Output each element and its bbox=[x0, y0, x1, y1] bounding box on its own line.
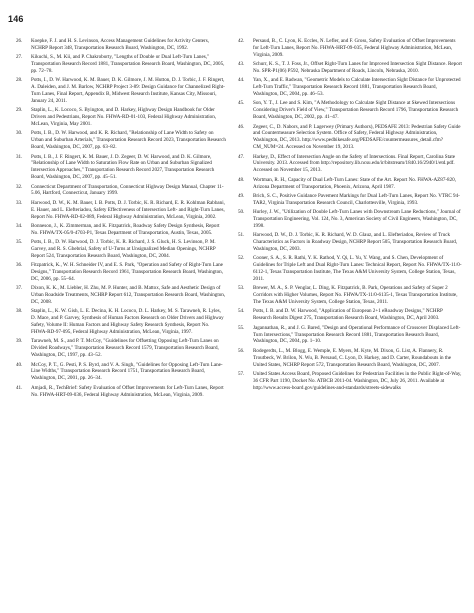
reference-text: Staplin, L., K. W. Gish, L. E. Decina, K. H. Lococo, D. L. Harkey, M. S. Tarawneh, R. Lyles, D. Mace, and P. Garvey, Synthesis of Human Factors Research on Older Drivers and Highway Safety, Volume II: Human Factors and Highway Safety Research Synthesis, Report No. FHWA-RD-97-095, Federal Highway Administration, McLean, Virginia, 1997. bbox=[31, 308, 224, 336]
reference-entry bbox=[16, 362, 226, 383]
reference-number: 39. bbox=[16, 338, 23, 345]
reference-text: Hurley, J. W., "Utilization of Double Left-Turn Lanes with Downstream Lane Reductions," Journal of Transportation Engineering, Vol. 124, No. 3, American Society of Civil Engineers, Washington, DC, 1998. bbox=[253, 209, 461, 229]
reference-number: 53. bbox=[238, 285, 245, 292]
reference-text: Potts, I. B., D. W. Harwood, D. J. Torbic, K. R. Richard, J. S. Gluck, H. S. Levinson, P. M. Garvey, and R. S. Ghebrial, Safety of U-Turns at Unsignalized Median Openings, NCHRP Report 524, Transportation Research Board, Washington, DC, 2004. bbox=[31, 239, 216, 259]
reference-number: 48. bbox=[238, 176, 245, 183]
reference-number: 30. bbox=[16, 130, 23, 137]
reference-entry bbox=[16, 130, 226, 151]
reference-text: McCoy, P. T., G. Pesti, P. S. Byrd, and V. A. Singh, "Guidelines for Opposing Left-Turn Lane-Line Widths," Transportation Research Record 1751, Transportation Research Board, Washington, DC, 2001, pp. 26–34. bbox=[31, 361, 223, 382]
reference-entry bbox=[16, 385, 226, 399]
reference-text: Potts, I. B., D. W. Harwood, and K. R. Richard, "Relationship of Lane Width to Safety on Urban and Suburban Arterials," Transportation Research Record 2023, Transportation Research Board, Washington, DC, 2007, pp. 63–82. bbox=[31, 130, 226, 151]
reference-number: 26. bbox=[16, 38, 23, 44]
reference-text: Connecticut Department of Transportation, Connecticut Highway Design Manual, Chapter 11-5.06, Hartford, Connecticut, January 1999. bbox=[31, 183, 224, 197]
reference-text: Jagannathan, R., and J. G. Bared, "Design and Operational Performance of Crossover Displaced Left-Turn Intersections," Transportation Research Record 1881, Transportation Research Board, Washington, DC, 2004, pp. 1–10. bbox=[253, 324, 461, 345]
reference-entry bbox=[238, 193, 462, 207]
reference-entry bbox=[238, 100, 462, 121]
reference-number: 40. bbox=[16, 361, 23, 368]
reference-number: 28. bbox=[16, 77, 23, 84]
reference-text: Potts, I., D. W. Harwood, K. M. Bauer, D. K. Gilmore, J. M. Hutton, D. J. Torbic, J. F. Ringert, A. Daleiden, and J. M. Barlow, NCHRP Project 3-89: Design Guidance for Channelized Right-Turn Lanes, Final Report, Appendix B, Midwest Research Institute, Kansas City, Missouri, January 24, 2011. bbox=[31, 77, 225, 105]
reference-number: 46. bbox=[238, 123, 245, 130]
reference-number: 57. bbox=[238, 370, 245, 377]
reference-text: Yan, X., and E. Radwan, "Geometric Models to Calculate Intersection Sight Distance for Unprotected Left-Turn Traffic," Transportation Research Record 1881, Transportation Research Board, Washington, DC, 2004, pp. 46–53. bbox=[253, 77, 461, 98]
reference-entry bbox=[238, 124, 462, 152]
reference-entry bbox=[238, 348, 462, 369]
references-right-column bbox=[238, 38, 462, 394]
reference-entry bbox=[238, 308, 462, 322]
reference-entry bbox=[16, 239, 226, 260]
reference-entry bbox=[238, 325, 462, 346]
reference-entry bbox=[16, 338, 226, 359]
reference-number: 44. bbox=[238, 77, 245, 84]
reference-number: 45. bbox=[238, 100, 245, 107]
reference-entry bbox=[238, 285, 462, 306]
reference-text: Persaud, B., C. Lyon, K. Eccles, N. Lefler, and F. Gross, Safety Evaluation of Offset Improvements for Left-Turn Lanes, Report No. FHWA-HRT-09-035, Federal Highway Administration, McLean, Virginia, 2009. bbox=[253, 38, 456, 58]
reference-text: Tarawneh, M. S., and P. T. McCoy, "Guidelines for Offsetting Opposing Left-Turn Lanes on Divided Roadways," Transportation Research Record 1579, Transportation Research Board, Washington, DC, 1997, pp. 43–52. bbox=[31, 338, 219, 359]
reference-entry bbox=[16, 223, 226, 237]
reference-number: 56. bbox=[238, 347, 245, 354]
reference-entry bbox=[16, 308, 226, 336]
reference-entry bbox=[238, 177, 462, 191]
reference-entry bbox=[238, 154, 462, 175]
references-left-column bbox=[16, 38, 226, 401]
reference-entry bbox=[16, 107, 226, 128]
reference-entry bbox=[16, 184, 226, 198]
reference-number: 33. bbox=[16, 199, 23, 206]
reference-text: Kikuchi, S., M. Kii, and P. Chakroborty, "Lengths of Double or Dual Left-Turn Lanes," Transportation Research Record 1881, Transportation Research Board, Washington, DC, 2005, pp. 72–78. bbox=[31, 54, 225, 75]
reference-text: Zegeer, C., D. Nabors, and P. Lagerwey (Primary Authors), PEDSAFE 2013: Pedestrian Safety Guide and Countermeasure Selection System. Office of Safety, Federal Highway Administration, Washington, DC, 2013. http://www.pedbikesafe.org/PEDSAFE/countermeasures_detail.cfm?CM_NUM=24. Accessed on November 19, 2013. bbox=[253, 123, 461, 151]
reference-text: Cooner, S. A., S. R. Rathi, Y. K. Rathod, Y. Qi, L. Yu, Y. Wang, and S. Chen, Development of Guidelines for Triple Left and Dual Right-Turn Lanes: Technical Report, Report No. FHWA/TX-11/0-6112-1, Texas Transportation Institute, The Texas A&M University System, College Station, Texas, 2011. bbox=[253, 255, 462, 282]
reference-entry bbox=[16, 54, 226, 75]
reference-number: 34. bbox=[16, 222, 23, 229]
reference-text: Rodegerdts, L., M. Blogg, E. Wemple, E. Myers, M. Kyte, M. Dixon, G. List, A. Flannery, R. Troutbeck, W. Brilon, N. Wu, B. Persaud, C. Lyon, D. Harkey, and D. Carter, Roundabouts in the United States, NCHRP Report 572, Transportation Research Board, Washington, DC, 2007. bbox=[253, 347, 452, 368]
reference-number: 36. bbox=[16, 262, 23, 269]
reference-entry bbox=[16, 285, 226, 306]
reference-text: Harwood, D. W., D. J. Torbic, K. R. Richard, W. D. Glauz, and L. Elefteriadou, Review of Truck Characteristics as Factors in Roadway Design, NCHRP Report 505, Transportation Research Board, Washington, DC, 2003. bbox=[253, 232, 458, 252]
reference-number: 32. bbox=[16, 183, 23, 190]
reference-text: Harwood, D. W., K. M. Bauer, I. B. Potts, D. J. Torbic, K. R. Richard, E. R. Kohlman Rabbani, E. Hauer, and L. Elefteriadou, Safety Effectiveness of Intersection Left- and Right-Turn Lanes, Report No. FHWA-RD-02-089, Federal Highway Administration, McLean, Virginia, 2002. bbox=[31, 199, 225, 220]
reference-text: Amjadi, R., TechBrief: Safety Evaluation of Offset Improvements for Left-Turn Lanes, Report No. FHWA-HRT-09-036, Federal Highway Administration, McLean, Virginia, 2009. bbox=[31, 384, 224, 398]
reference-entry bbox=[16, 154, 226, 182]
reference-entry bbox=[238, 371, 462, 392]
reference-number: 38. bbox=[16, 308, 23, 315]
reference-number: 52. bbox=[238, 255, 245, 262]
reference-entry bbox=[16, 200, 226, 221]
reference-entry bbox=[16, 262, 226, 283]
reference-entry bbox=[238, 77, 462, 98]
reference-text: United States Access Board, Proposed Guidelines for Pedestrian Facilities in the Public Right-of-Way, 36 CFR Part 1190, Docket No. ATBCB 2011-04. Washington, DC, July 26, 2011. Available at http://www.access-board.gov/guidelines-and-standards/streets-sidewalks bbox=[253, 370, 462, 391]
reference-text: Bonneson, J., K. Zimmerman, and K. Fitzpatrick, Roadway Safety Design Synthesis, Report No. FHWA/TX-05/0-4703-P1, Texas Department of Transportation, Austin, Texas, 2005. bbox=[31, 222, 220, 236]
reference-number: 43. bbox=[238, 61, 245, 68]
reference-text: Koepke, F. J. and H. S. Levinson, Access Management Guidelines for Activity Centers, NCHRP Report 348, Transportation Research Board, Washington, DC, 1992. bbox=[31, 38, 209, 51]
reference-entry bbox=[238, 61, 462, 75]
reference-text: Brewer, M. A., S. P. Venglar, L. Ding, K. Fitzpatrick, B. Park, Operations and Safety of Super 2 Corridors with Higher Volumes, Report No. FHWA/TX-11/0-6135-1, Texas Transportation Institute, The Texas A&M University System, College Station, Texas, 2011. bbox=[253, 285, 458, 306]
reference-text: Staplin, L., K. Lococo, S. Byington, and D. Harkey, Highway Design Handbook for Older Drivers and Pedestrians, Report No. FHWA-RD-01-103, Federal Highway Administration, McLean, Virginia, May 2001. bbox=[31, 107, 217, 128]
reference-entry bbox=[238, 255, 462, 283]
reference-entry bbox=[16, 38, 226, 52]
reference-text: Harkey, D., Effect of Intersection Angle on the Safety of Intersections. Final Report, Carolina State University. 2013. Accessed from http://repository.lib.ncsu.edu/ir/bitstream/1840.16/2940/1/etd.pdf. Accessed on November 15, 2013. bbox=[253, 153, 455, 174]
page-number: 146 bbox=[8, 14, 24, 24]
reference-text: Dixon, K. K., M. Liebler, H. Zhu, M. P. Hunter, and B. Mattox, Safe and Aesthetic Design of Urban Roadside Treatments, NCHRP Report 612, Transportation Research Board, Washington, DC, 2008. bbox=[31, 285, 226, 306]
reference-number: 49. bbox=[238, 192, 245, 199]
reference-number: 47. bbox=[238, 153, 245, 160]
reference-number: 29. bbox=[16, 107, 23, 114]
reference-text: Brich, S. C., Positive Guidance Pavement Markings for Dual Left-Turn Lanes, Report No. VTRC 94-TAR2, Virginia Transportation Research Council, Charlottesville, Virginia, 1993. bbox=[253, 192, 460, 206]
reference-text: Potts, I. B. and D. W. Harwood, "Application of European 2+1 eRoadway Designs," NCHRP Research Results Digest 275, Transportation Research Board, Washington, DC, April 2003. bbox=[253, 308, 443, 322]
reference-number: 37. bbox=[16, 285, 23, 292]
reference-text: Potts, I. B., J. F. Ringert, K. M. Bauer, J. D. Zegeer, D. W. Harwood, and D. K. Gilmore, "Relationship of Lane Width to Saturation Flow Rate on Urban and Suburban Signalized Intersection Approaches," Transportation Research Record 2027, Transportation Research Board, Washington, DC, 2007, pp. 45–51. bbox=[31, 153, 215, 181]
reference-number: 35. bbox=[16, 239, 23, 246]
reference-number: 50. bbox=[238, 209, 245, 216]
reference-number: 31. bbox=[16, 153, 23, 160]
reference-number: 42. bbox=[238, 38, 245, 44]
reference-number: 27. bbox=[16, 54, 23, 61]
reference-text: Fitzpatrick, K., W. H. Schneider IV, and E. S. Park, "Operation and Safety of Right-Turn Lane Designs," Transportation Research Record 1961, Transportation Research Board, Washington, DC, 2006, pp. 55–64. bbox=[31, 262, 223, 282]
reference-text: Son, Y. T., J. Lee and S. Kim, "A Methodology to Calculate Sight Distance at Skewed Intersections Considering Driver's Field of View," Transportation Research Record 1796, Transportation Research Board, Washington, DC, 2002, pp. 41–47. bbox=[253, 100, 459, 121]
reference-number: 51. bbox=[238, 232, 245, 239]
reference-text: Wortman, R. H., Capacity of Dual Left-Turn Lanes: State of the Art. Report No. FHWA-AZ87-820, Arizona Department of Transportation, Phoenix, Arizona, April 1987. bbox=[253, 176, 456, 190]
reference-entry bbox=[16, 77, 226, 105]
reference-entry bbox=[238, 38, 462, 59]
reference-number: 41. bbox=[16, 384, 23, 391]
reference-number: 55. bbox=[238, 324, 245, 331]
reference-entry bbox=[238, 209, 462, 230]
reference-number: 54. bbox=[238, 308, 245, 315]
reference-text: Schurr, K. S., T. J. Foss, Jr., Offset Right-Turn Lanes for Improved Intersection Sight Distance. Report No. SPR-P1(06) P592, Nebraska Department of Roads, Lincoln, Nebraska, 2010. bbox=[253, 61, 462, 75]
reference-entry bbox=[238, 232, 462, 253]
